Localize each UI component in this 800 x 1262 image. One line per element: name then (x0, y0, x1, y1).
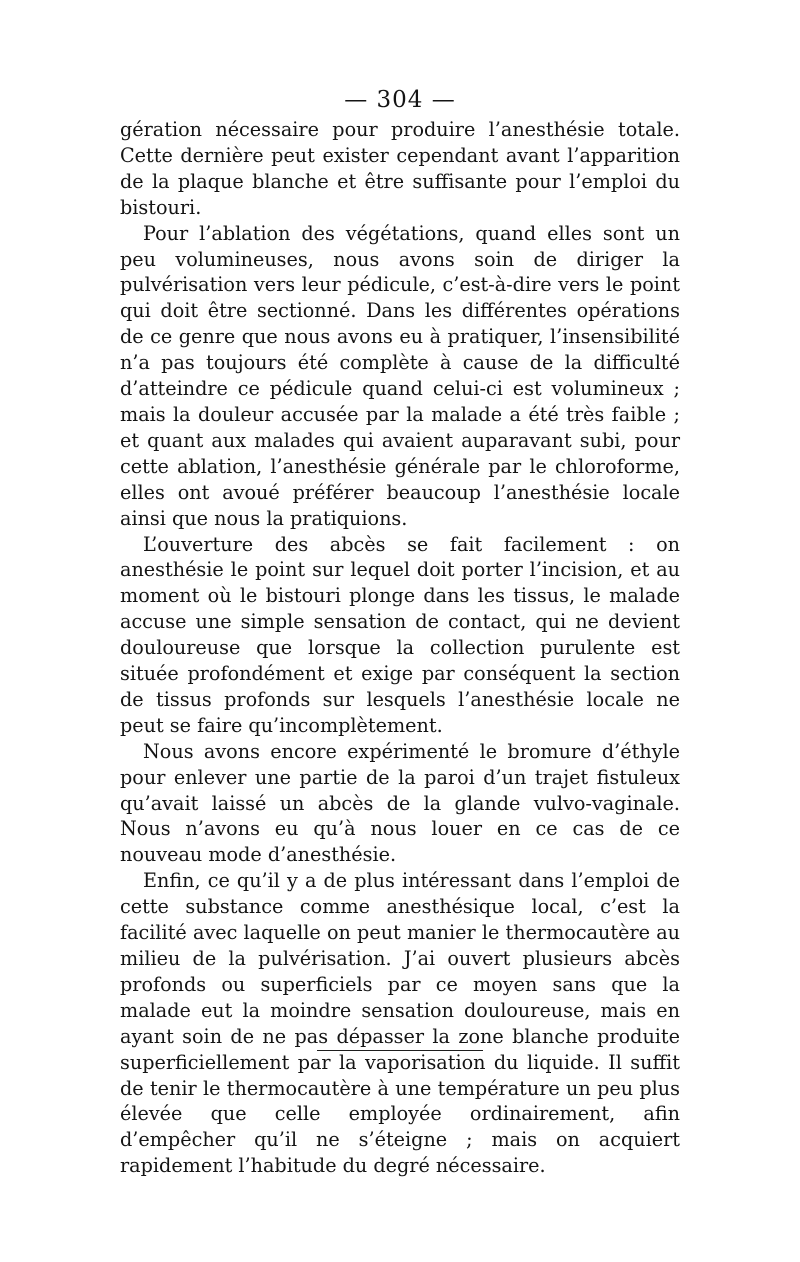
paragraph-3: L’ouverture des abcès se fait facilement : on anesthésie le point sur lequel doit porter l’incision, et au moment où le bistouri plonge dans les tissus, le malade accuse une simple sensation de contact, qui ne devient douloureuse que lorsque la collection purulente est située profondément et exige par conséquent la section de tissus profonds sur lesquels l’anesthésie locale ne peut se faire qu’incomplètement. (120, 532, 680, 737)
body-text (120, 117, 680, 1179)
paragraph-1: gération nécessaire pour produire l’anesthésie totale. Cette dernière peut exister cependant avant l’apparition de la plaque blanche et être suffisante pour l’emploi du bistouri. (120, 118, 680, 219)
page-number: — 304 — (344, 87, 456, 113)
paragraph-4: Nous avons encore expérimenté le bromure d’éthyle pour enlever une partie de la paroi d’un trajet fistuleux qu’avait laissé un abcès de la glande vulvo-vaginale. Nous n’avons eu qu’à nous louer en ce cas de ce nouveau mode d’anesthésie. (120, 739, 680, 867)
paragraph-5: Enfin, ce qu’il y a de plus intéressant dans l’emploi de cette substance comme anesthésique local, c’est la facilité avec laquelle on peut manier le thermocautère au milieu de la pulvérisation. J’ai ouvert plusieurs abcès profonds ou superficiels par ce moyen sans que la malade eut la moindre sensation douloureuse, mais en ayant soin de ne pas dépasser la zone blanche produite superficiellement par la vaporisation du liquide. Il suffit de tenir le thermocautère à une température un peu plus élevée que celle employée ordinairement, afin d’empêcher qu’il ne s’éteigne ; mais on acquiert rapidement l’habitude du degré nécessaire. (120, 869, 680, 1178)
paragraph-2: Pour l’ablation des végétations, quand elles sont un peu volumineuses, nous avons soin de diriger la pulvérisation vers leur pédicule, c’est-à-dire vers le point qui doit être sectionné. Dans les différentes opérations de ce genre que nous avons eu à pratiquer, l’insensibilité n’a pas toujours été complète à cause de la difficulté d’atteindre ce pédicule quand celui-ci est volumineux ; mais la douleur accusée par la malade a été très faible ; et quant aux malades qui avaient auparavant subi, pour cette ablation, l’anesthésie générale par le chloroforme, elles ont avoué préférer beaucoup l’anesthésie locale ainsi que nous la pratiquions. (120, 221, 680, 530)
section-end-rule (317, 1050, 483, 1051)
